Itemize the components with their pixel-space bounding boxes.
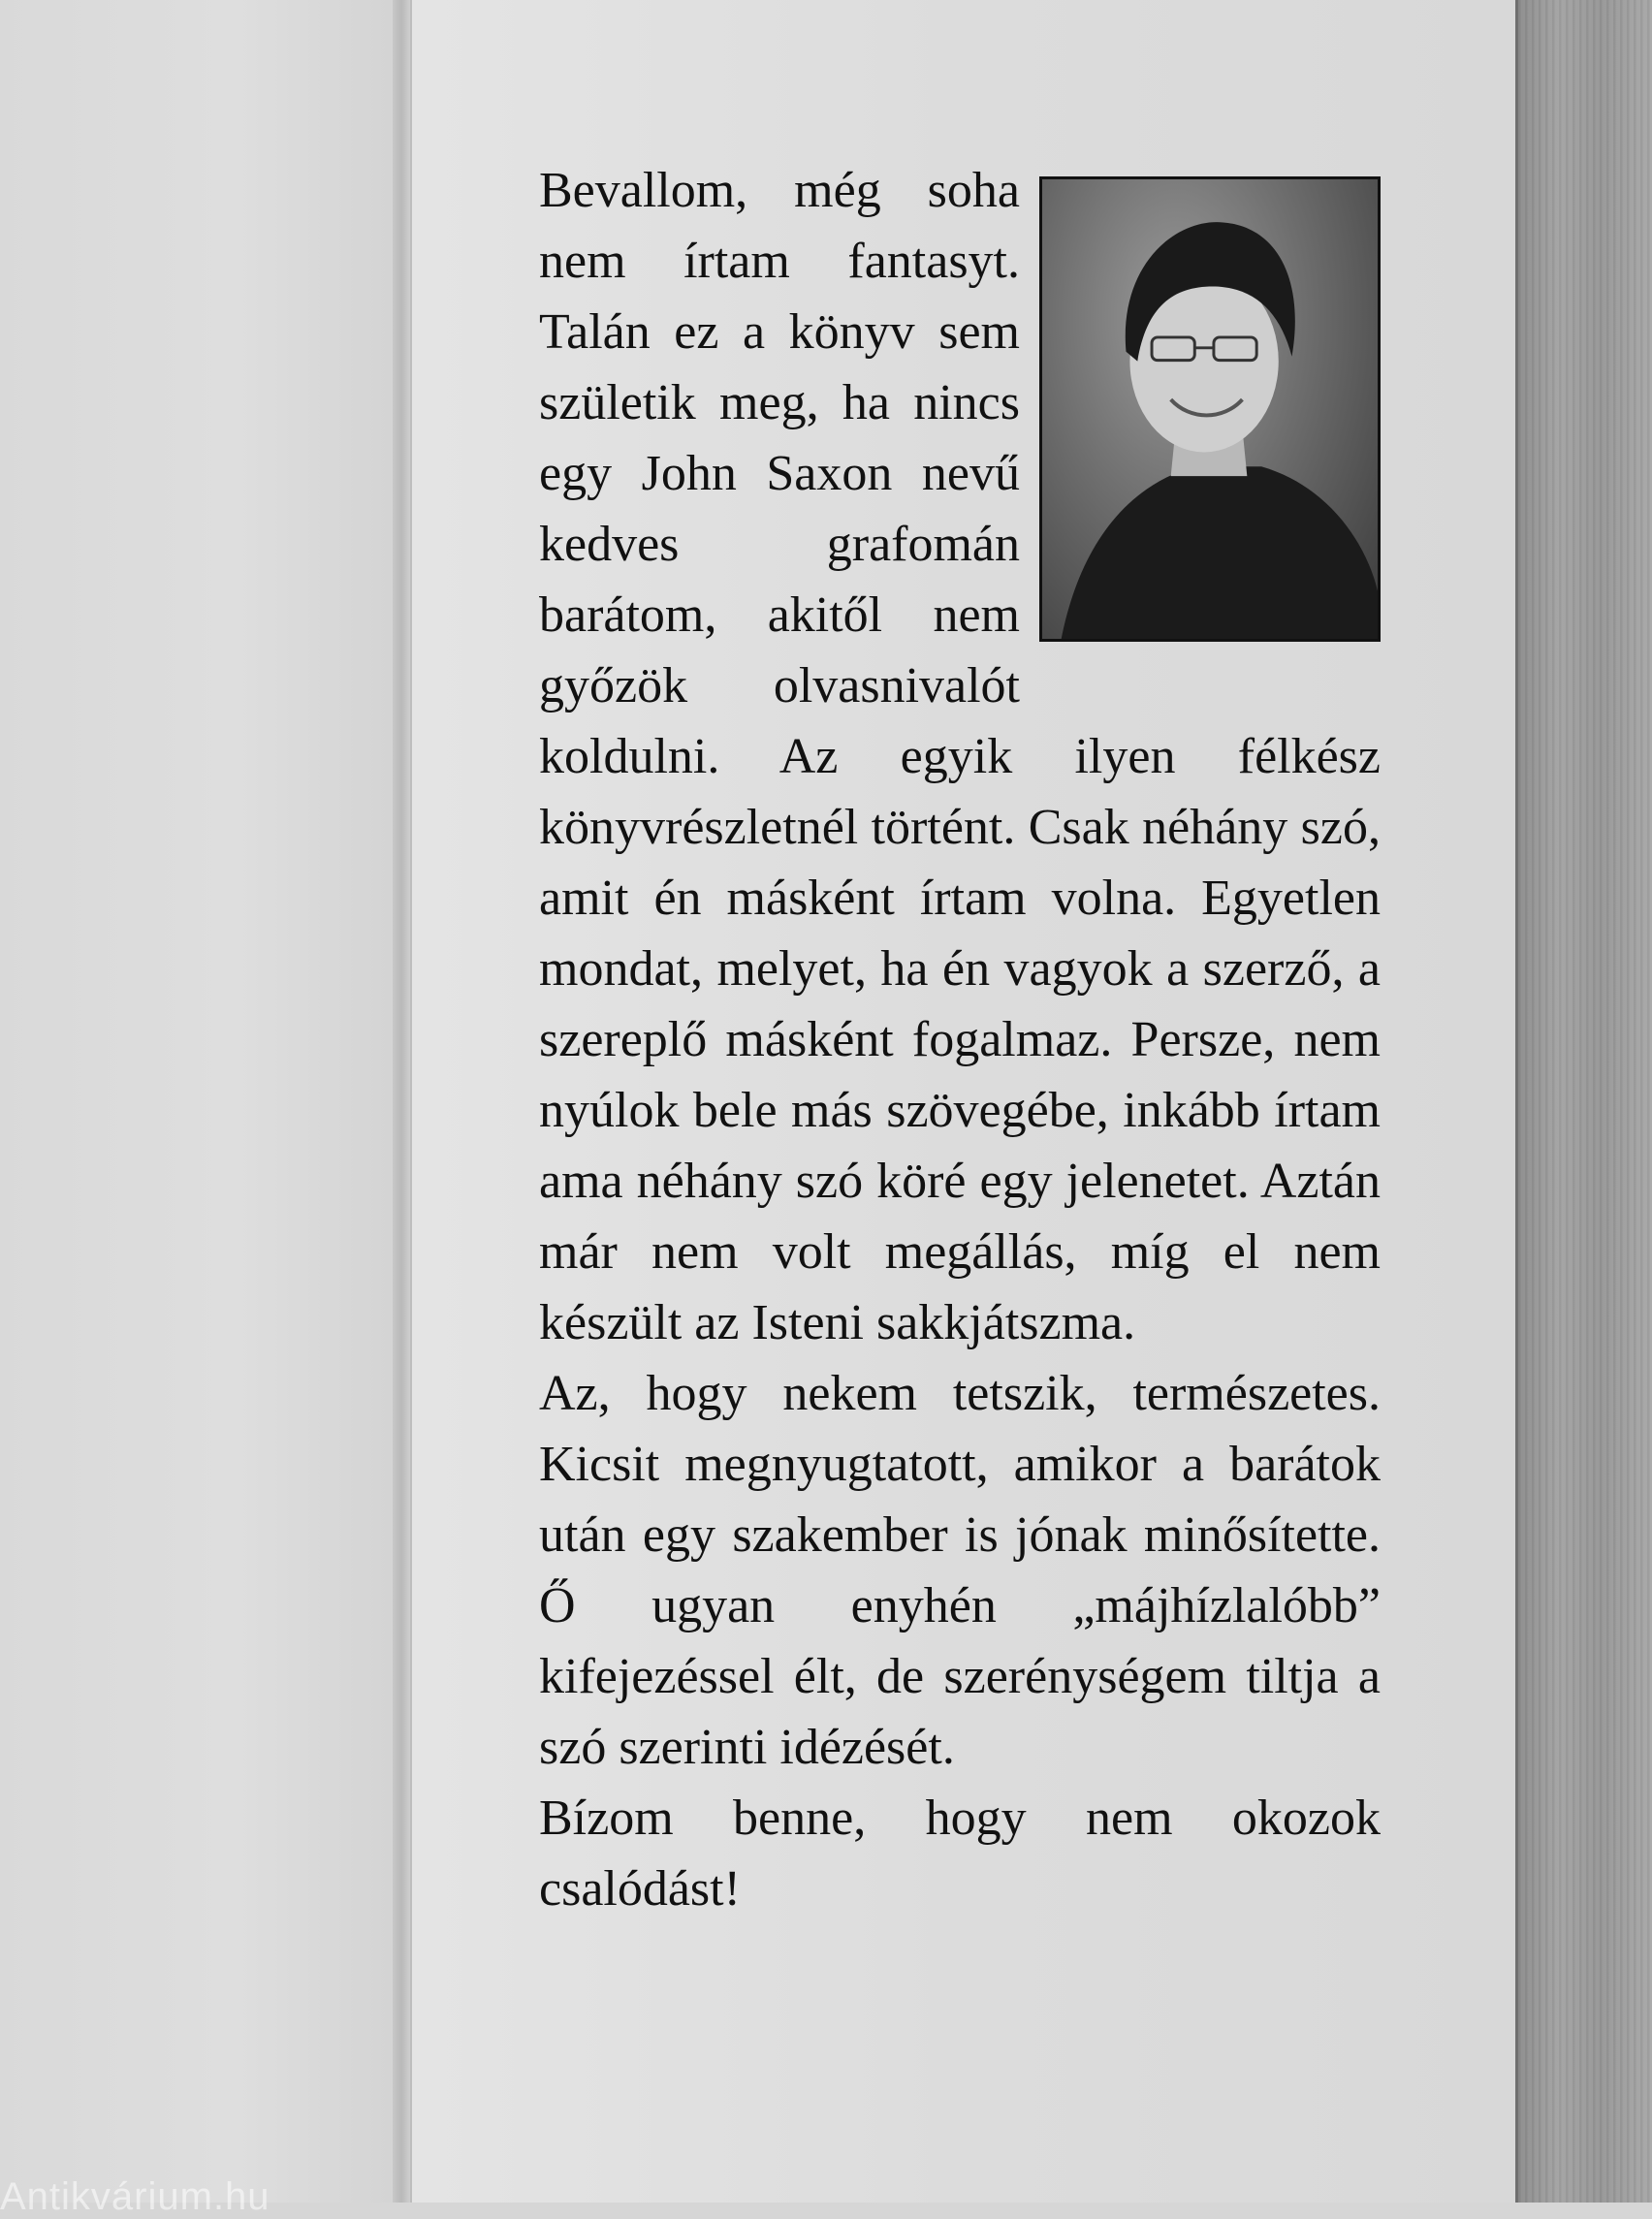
paragraph-2: Az, hogy nekem tetszik, természetes. Kicsit megnyugtatott, amikor a barátok után egy szakember is jónak minősítette. Ő ugyan enyhén „májhízlalóbb” kifejezéssel élt, de szerénységem tiltja a szó szerinti idézését.	[539, 1366, 1381, 1775]
author-note-text	[539, 155, 1381, 1924]
page-gutter	[393, 0, 410, 2203]
left-blank-page	[0, 0, 393, 2203]
watermark-text: Antikvárium.hu	[0, 2175, 270, 2218]
paragraph-3: Bízom benne, hogy nem okozok csalódást!	[539, 1791, 1381, 1917]
wood-background	[1515, 0, 1652, 2203]
photo-spacer	[1020, 155, 1381, 651]
paragraph-1: Bevallom, még soha nem írtam fantasyt. Talán ez a könyv sem születik meg, ha nincs egy John Saxon nevű kedves grafomán barátom, akitől nem győzök olvasnivalót koldulni. Az egyik ilyen félkész könyvrészletnél történt. Csak néhány szó, amit én másként írtam volna. Egyetlen mondat, melyet, ha én vagyok a szerző, a szereplő másként fogalmaz. Persze, nem nyúlok bele más szövegébe, inkább írtam ama néhány szó köré egy jelenetet. Aztán már nem volt megállás, míg el nem készült az Isteni sakkjátszma.	[539, 163, 1381, 1350]
